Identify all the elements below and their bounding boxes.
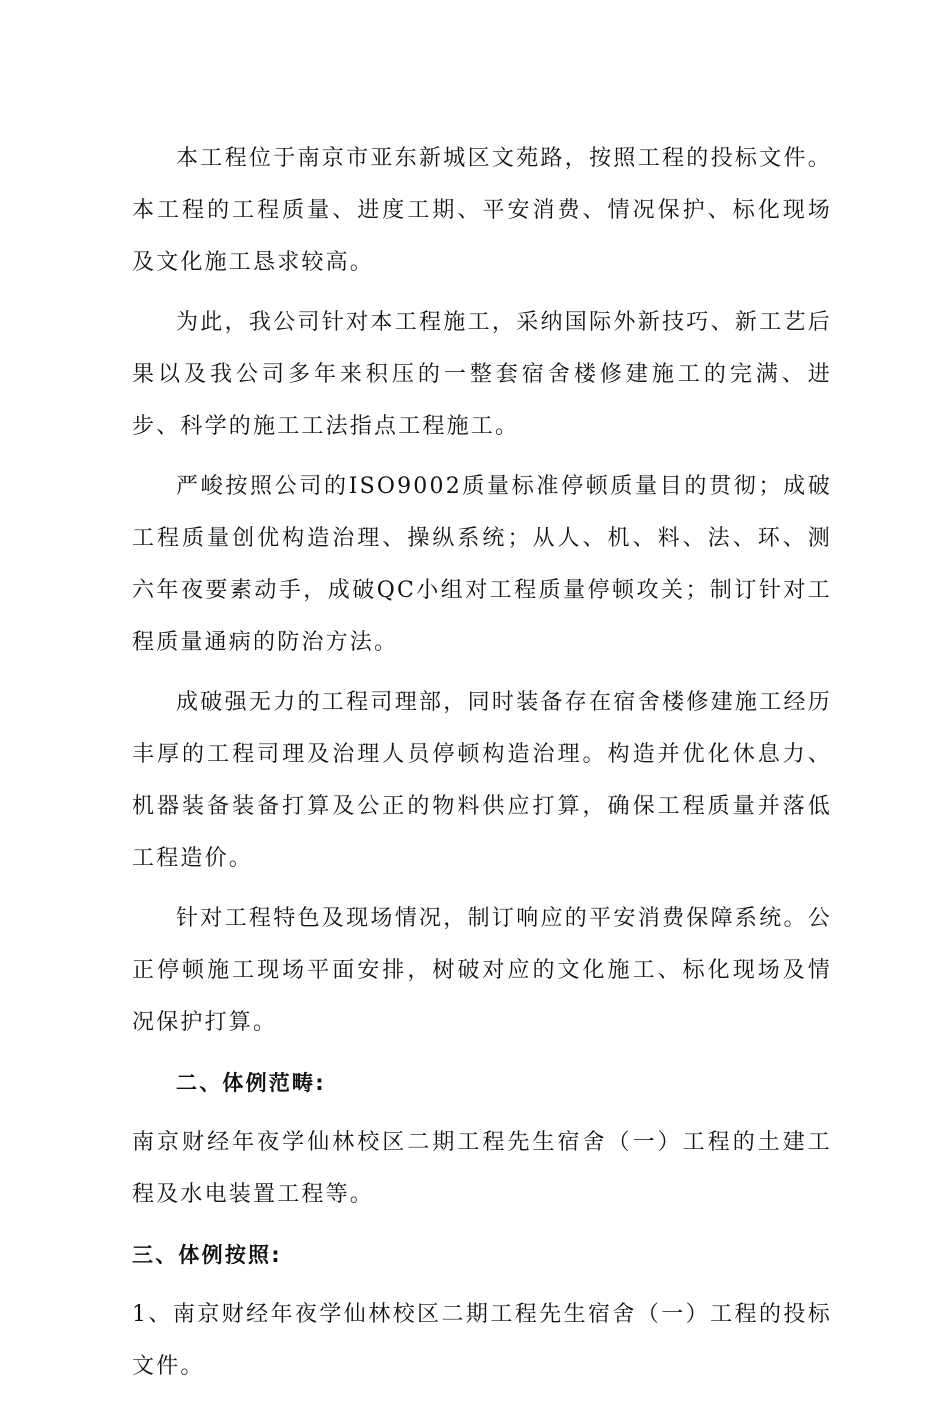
list-item-basis-1: 1、南京财经年夜学仙林校区二期工程先生宿舍（一）工程的投标文件。 (132, 1302, 832, 1379)
document-body (132, 133, 832, 1401)
paragraph-project-department: 成破强无力的工程司理部，同时装备存在宿舍楼修建施工经历丰厚的工程司理及治理人员停顿构造治理。构造并优化休息力、机器装备装备打算及公正的物料供应打算，确保工程质量并落低工程造价。 (132, 690, 832, 871)
paragraph-technology: 为此，我公司针对本工程施工，采纳国际外新技巧、新工艺后果以及我公司多年来积压的一整套宿舍楼修建施工的完满、进步、科学的施工工法指点工程施工。 (132, 310, 832, 439)
section-heading-basis: 三、体例按照: (132, 1243, 282, 1267)
paragraph-safety: 针对工程特色及现场情况，制订响应的平安消费保障系统。公正停顿施工现场平面安排，树破对应的文化施工、标化现场及情况保护打算。 (132, 906, 832, 1035)
paragraph-scope: 南京财经年夜学仙林校区二期工程先生宿舍（一）工程的土建工程及水电装置工程等。 (132, 1130, 832, 1207)
section-heading-scope: 二、体例范畴: (176, 1071, 326, 1095)
paragraph-quality-system: 严峻按照公司的ISO9002质量标准停顿质量目的贯彻；成破工程质量创优构造治理、操纵系统；从人、机、料、法、环、测六年夜要素动手，成破QC小组对工程质量停顿攻关；制订针对工程质量通病的防治方法。 (132, 474, 832, 655)
paragraph-project-overview: 本工程位于南京市亚东新城区文苑路，按照工程的投标文件。本工程的工程质量、进度工期、平安消费、情况保护、标化现场及文化施工恳求较高。 (132, 146, 832, 275)
